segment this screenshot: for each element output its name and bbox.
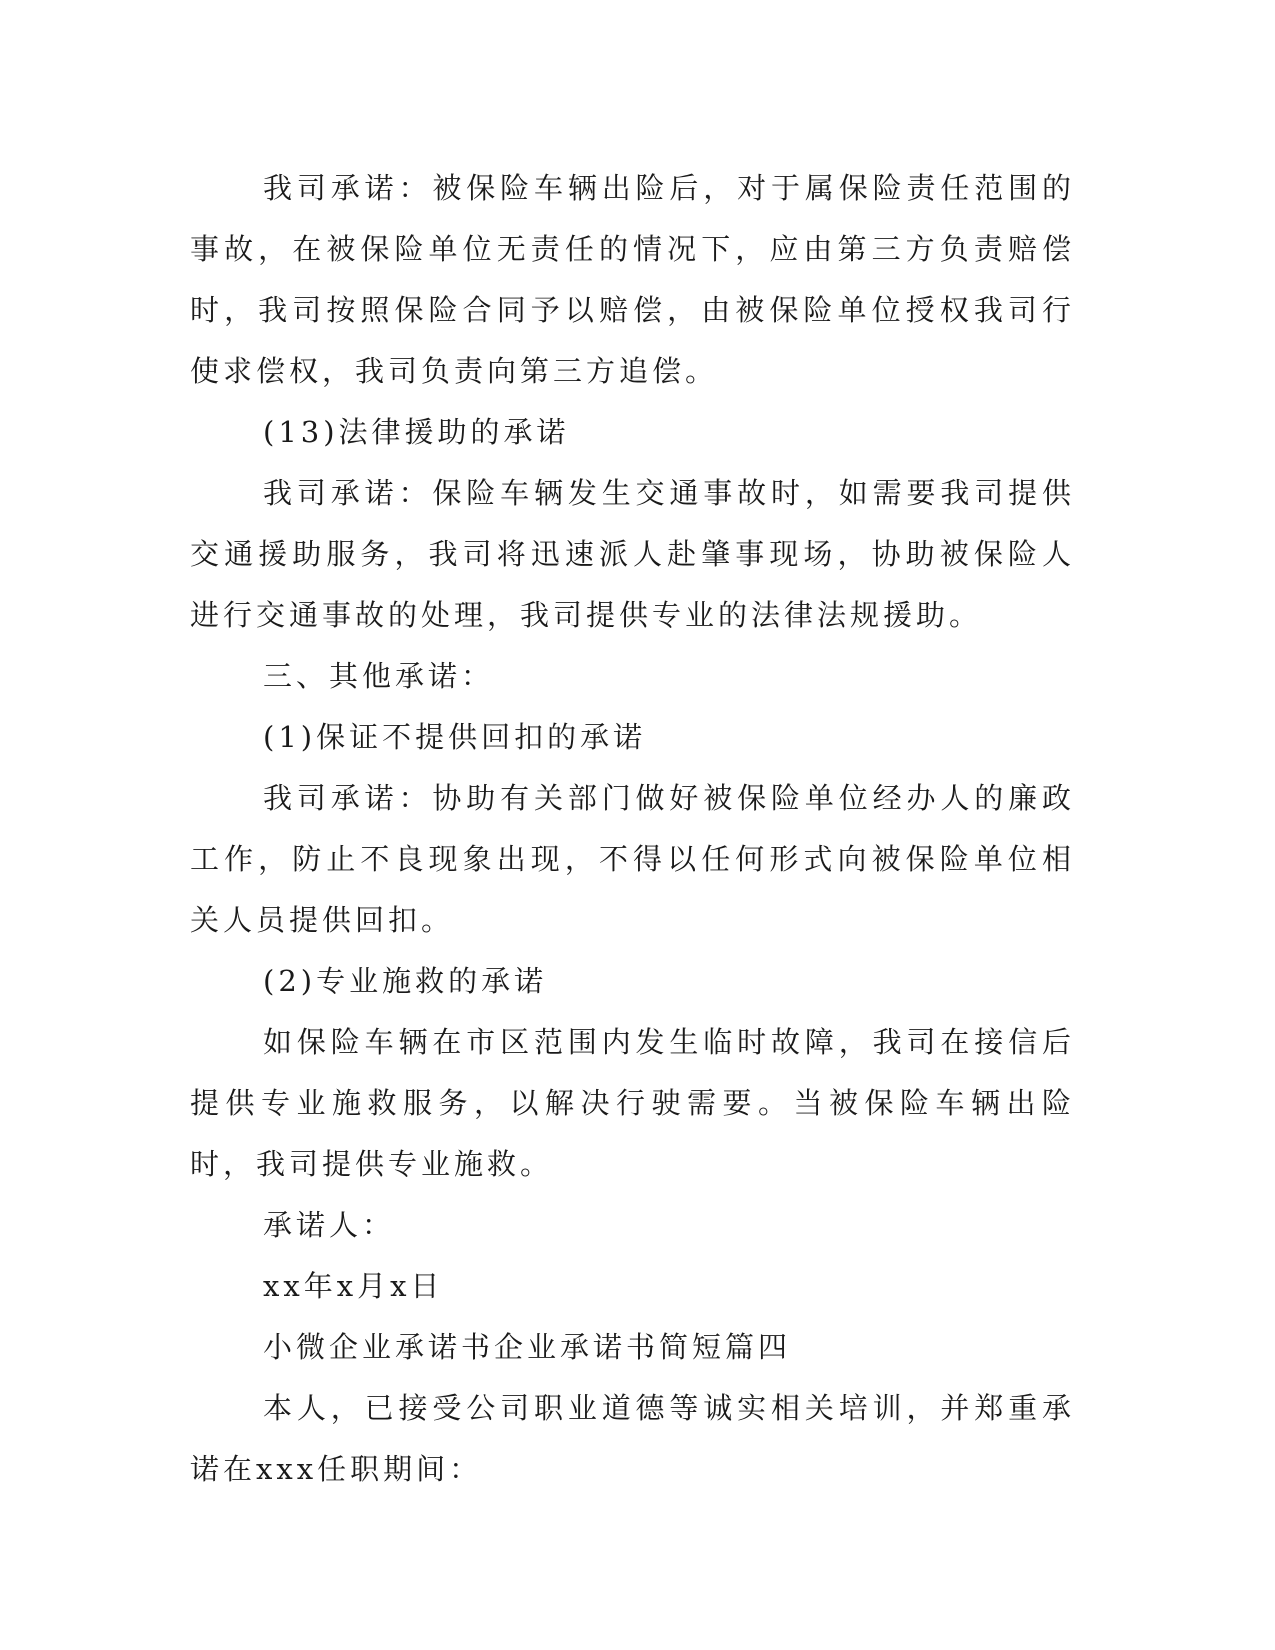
paragraph-professional-rescue: 如保险车辆在市区范围内发生临时故障，我司在接信后提供专业施救服务，以解决行驶需要。当被保险车辆出险时，我司提供专业施救。 — [190, 1025, 1075, 1181]
section-title-part-four: 小微企业承诺书企业承诺书简短篇四 — [263, 1330, 792, 1364]
document-body — [190, 158, 1075, 1500]
paragraph-claim-recovery: 我司承诺：被保险车辆出险后，对于属保险责任范围的事故，在被保险单位无责任的情况下，应由第三方负责赔偿时，我司按照保险合同予以赔偿，由被保险单位授权我司行使求偿权，我司负责向第三方追偿。 — [190, 171, 1075, 388]
heading-legal-aid: (13)法律援助的承诺 — [263, 415, 570, 449]
signatory-label: 承诺人： — [263, 1208, 396, 1242]
paragraph-employee-pledge: 本人，已接受公司职业道德等诚实相关培训，并郑重承诺在xxx任职期间： — [190, 1391, 1075, 1486]
paragraph-legal-aid: 我司承诺：保险车辆发生交通事故时，如需要我司提供交通援助服务，我司将迅速派人赴肇事现场，协助被保险人进行交通事故的处理，我司提供专业的法律法规援助。 — [190, 476, 1075, 632]
heading-professional-rescue: (2)专业施救的承诺 — [263, 964, 548, 998]
paragraph-no-kickback: 我司承诺：协助有关部门做好被保险单位经办人的廉政工作，防止不良现象出现，不得以任何形式向被保险单位相关人员提供回扣。 — [190, 781, 1075, 937]
heading-no-kickback: (1)保证不提供回扣的承诺 — [263, 720, 647, 754]
section-heading-other-commitments: 三、其他承诺： — [263, 659, 495, 693]
date-line: xx年x月x日 — [263, 1269, 444, 1303]
